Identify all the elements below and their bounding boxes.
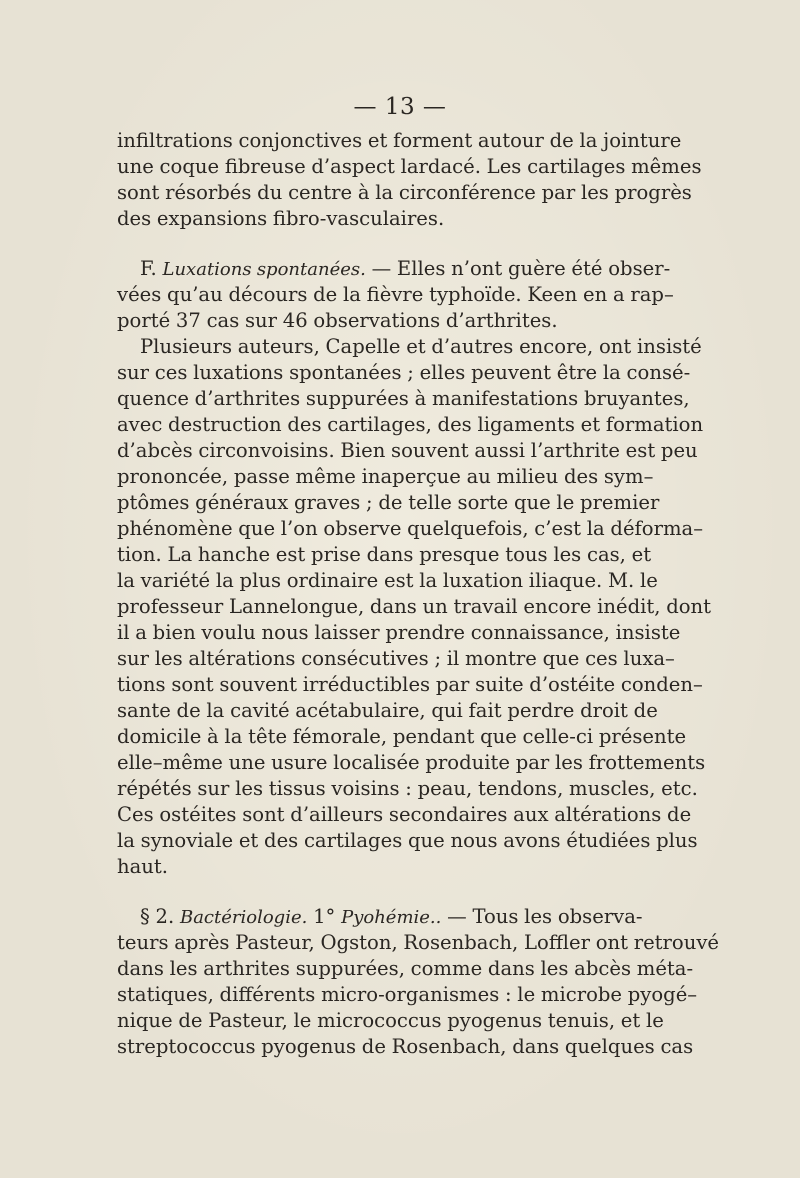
text-line: infiltrations conjonctives et forment autour de la jointure (117, 129, 682, 152)
text-line: Ces ostéites sont d’ailleurs secondaires aux altérations de (117, 803, 692, 826)
text-line: une coque fibreuse d’aspect lardacé. Les cartilages mêmes (117, 155, 702, 178)
text-line: teurs après Pasteur, Ogston, Rosenbach, Loffler ont retrouvé (117, 931, 719, 954)
text-line: avec destruction des cartilages, des ligaments et formation (117, 413, 704, 436)
text-line: phénomène que l’on observe quelquefois, c’est la déforma– (117, 517, 704, 540)
text-line: sur les altérations consécutives ; il montre que ces luxa– (117, 647, 675, 670)
text-line: ptômes généraux graves ; de telle sorte que le premier (117, 491, 660, 514)
text-line: sont résorbés du centre à la circonférence par les progrès (117, 181, 692, 204)
section-f-heading-line (140, 256, 671, 283)
text-line: statiques, différents micro-organismes : le microbe pyogé– (117, 983, 698, 1006)
text-line: haut. (117, 855, 169, 878)
text-line: domicile à la tête fémorale, pendant que celle-ci présente (117, 725, 687, 748)
section-2-line-rest: Tous les observa- (472, 905, 643, 928)
text-line: vées qu’au décours de la fièvre typhoïde. Keen en a rap– (117, 283, 674, 306)
section-f-dash: — (371, 257, 392, 280)
text-line: tion. La hanche est prise dans presque tous les cas, et (117, 543, 652, 566)
page-number: — 13 — (353, 94, 447, 120)
section-f-line-rest: Elles n’ont guère été obser- (396, 257, 671, 280)
section-2-heading-line (140, 904, 643, 931)
text-line: streptococcus pyogenus de Rosenbach, dans quelques cas (117, 1035, 694, 1058)
section-2-label: § 2. (140, 905, 175, 928)
text-line: sur ces luxations spontanées ; elles peuvent être la consé- (117, 361, 691, 384)
section-2-subtitle: Pyohémie.. (341, 907, 442, 928)
text-line: la variété la plus ordinaire est la luxation iliaque. M. le (117, 569, 658, 592)
text-line: la synoviale et des cartilages que nous avons étudiées plus (117, 829, 698, 852)
text-line: prononcée, passe même inaperçue au milieu des sym– (117, 465, 654, 488)
text-line: d’abcès circonvoisins. Bien souvent aussi l’arthrite est peu (117, 439, 698, 462)
section-f-label: F. (140, 257, 157, 280)
text-line: sante de la cavité acétabulaire, qui fait perdre droit de (117, 699, 658, 722)
text-line: porté 37 cas sur 46 observations d’arthrites. (117, 309, 558, 332)
section-2-dash: — (447, 905, 467, 928)
text-line: des expansions fibro-vasculaires. (117, 207, 445, 230)
text-line: tions sont souvent irréductibles par suite d’ostéite conden– (117, 673, 703, 696)
text-line: elle–même une usure localisée produite par les frottements (117, 751, 706, 774)
text-line: il a bien voulu nous laisser prendre connaissance, insiste (117, 621, 681, 644)
section-f-title: Luxations spontanées. (162, 259, 366, 280)
text-line: quence d’arthrites suppurées à manifestations bruyantes, (117, 387, 690, 410)
text-line: Plusieurs auteurs, Capelle et d’autres encore, ont insisté (140, 335, 702, 358)
text-line: dans les arthrites suppurées, comme dans les abcès méta- (117, 957, 694, 980)
section-2-title: Bactériologie. (179, 907, 308, 928)
text-line: répétés sur les tissus voisins : peau, tendons, muscles, etc. (117, 777, 698, 800)
text-line: professeur Lannelongue, dans un travail encore inédit, dont (117, 595, 712, 618)
section-2-number: 1° (313, 905, 336, 928)
text-line: nique de Pasteur, le micrococcus pyogenus tenuis, et le (117, 1009, 664, 1032)
